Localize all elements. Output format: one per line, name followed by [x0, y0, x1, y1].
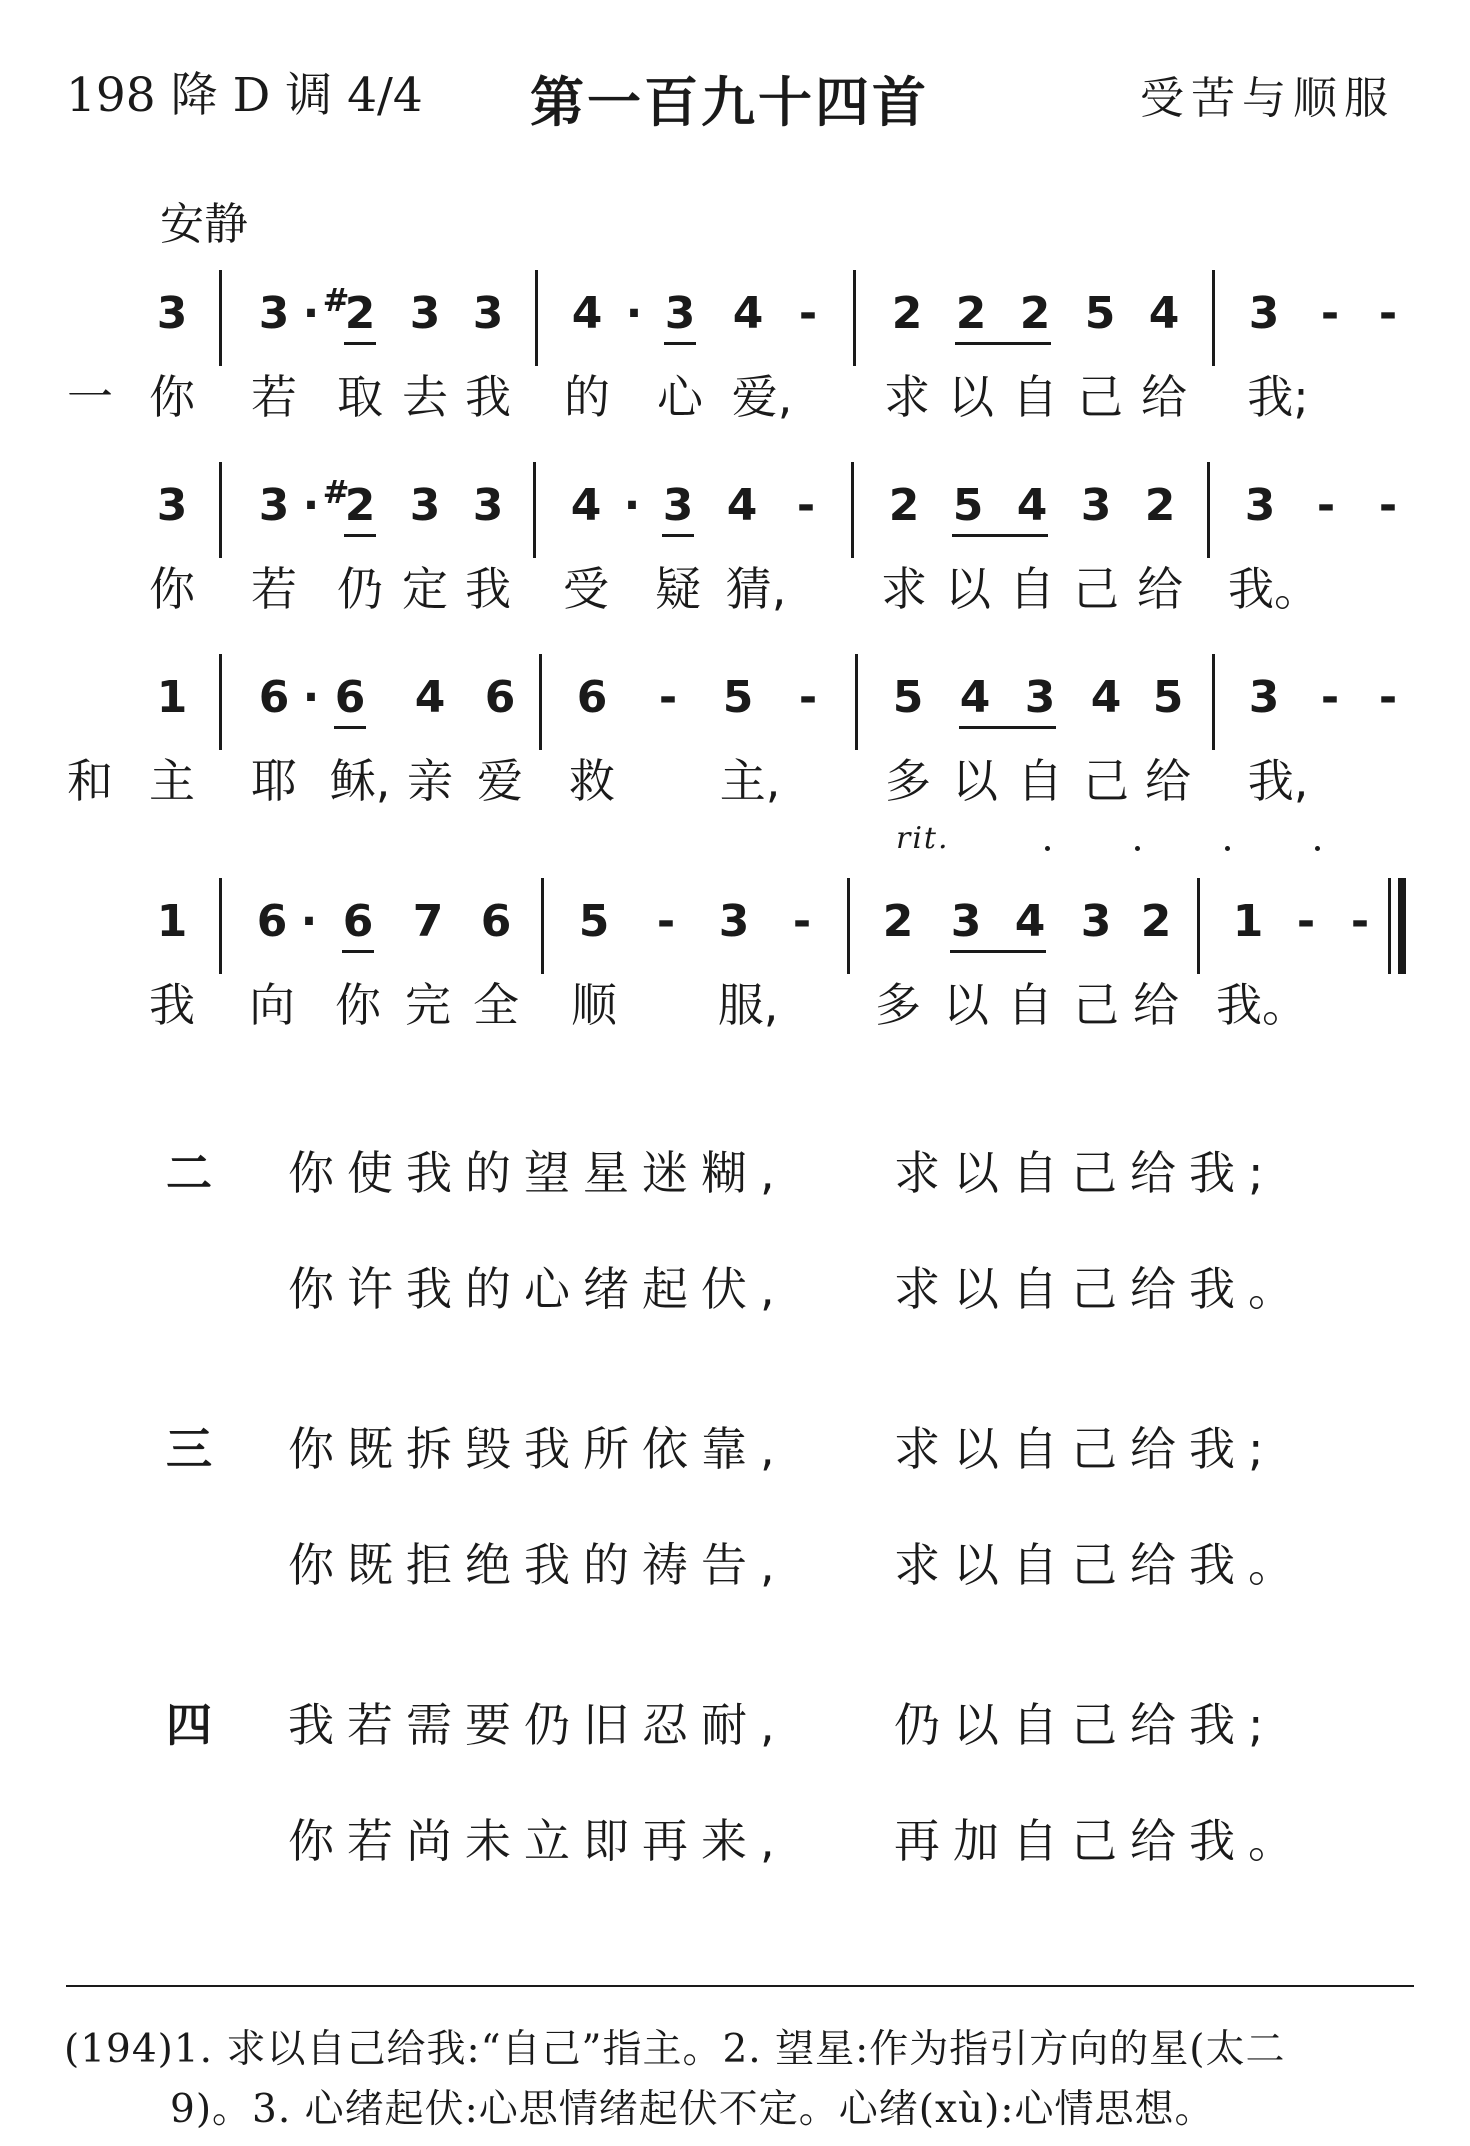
- note: 6: [480, 896, 512, 947]
- note: 1: [156, 672, 188, 723]
- score-row-1: [0, 281, 1470, 424]
- note: 6: [484, 672, 516, 723]
- lyric: 救: [569, 754, 615, 808]
- dash: -: [1378, 288, 1398, 339]
- final-barline-thin: [1388, 878, 1391, 974]
- dash: -: [1378, 672, 1398, 723]
- note: 5: [952, 480, 984, 531]
- eighth-beam: [662, 534, 694, 537]
- lyric: 给: [1141, 370, 1187, 424]
- note: 3: [409, 480, 441, 531]
- note: 2: [1144, 480, 1176, 531]
- lyric: 心: [657, 370, 703, 424]
- note: 3: [950, 896, 982, 947]
- lyric: 受: [563, 562, 609, 616]
- lyric: 我: [465, 370, 511, 424]
- verse-line: 求以自己给我;: [894, 1422, 1277, 1476]
- note: 3: [1024, 672, 1056, 723]
- note: 2: [888, 480, 920, 531]
- lyric: 你: [149, 562, 195, 616]
- note-dot: ·: [302, 480, 320, 531]
- score-row-2: [0, 473, 1470, 616]
- note: 3: [258, 288, 290, 339]
- lyric: 自: [1017, 754, 1063, 808]
- note: 6: [576, 672, 608, 723]
- note: 2: [955, 288, 987, 339]
- barline: [851, 462, 854, 558]
- note: 5: [1152, 672, 1184, 723]
- dash: -: [1296, 896, 1316, 947]
- sharp-sign: #: [322, 281, 350, 319]
- lyric: 完: [405, 978, 451, 1032]
- note-dot: ·: [625, 288, 643, 339]
- lyric: 服,: [717, 978, 779, 1032]
- lyric: 亲: [407, 754, 453, 808]
- note: 5: [722, 672, 754, 723]
- chorus-label: 和: [67, 754, 113, 808]
- lyric: 爱,: [731, 370, 793, 424]
- verse-line: 你既拒绝我的祷告,: [288, 1538, 788, 1592]
- lyric: 你: [335, 978, 381, 1032]
- lyric: 顺: [571, 978, 617, 1032]
- lyric: 我。: [1216, 978, 1308, 1032]
- note: 3: [664, 288, 696, 339]
- note: 1: [1232, 896, 1264, 947]
- hymn-number-key-meter: 198 降 D 调 4/4: [66, 68, 423, 123]
- verse-number: 二: [166, 1146, 212, 1200]
- note: 2: [891, 288, 923, 339]
- lyric: 多: [885, 754, 931, 808]
- lyric: 以: [945, 562, 991, 616]
- rit-dot: [1315, 846, 1320, 851]
- footnote-rule: [66, 1985, 1414, 1987]
- sharp-sign: #: [322, 473, 350, 511]
- note: 4: [571, 288, 603, 339]
- barline: [541, 878, 544, 974]
- lyric: 我: [465, 562, 511, 616]
- lyric: 己: [1083, 754, 1129, 808]
- barline: [219, 878, 222, 974]
- lyric: 给: [1133, 978, 1179, 1032]
- barline: [533, 462, 536, 558]
- tempo-marking: 安静: [160, 199, 248, 250]
- note: 3: [1080, 896, 1112, 947]
- note: 2: [344, 480, 376, 531]
- note: 4: [1014, 896, 1046, 947]
- verse-line: 仍以自己给我;: [894, 1698, 1277, 1752]
- barline: [539, 654, 542, 750]
- verse-number: 一: [67, 370, 113, 424]
- note: 5: [578, 896, 610, 947]
- verse-line: 求以自己给我。: [894, 1262, 1307, 1316]
- eighth-beam: [952, 534, 1048, 537]
- verse-line: 你若尚未立即再来,: [288, 1814, 788, 1868]
- note: 3: [1248, 288, 1280, 339]
- lyric: 向: [249, 978, 295, 1032]
- note: 3: [258, 480, 290, 531]
- eighth-beam: [955, 342, 1051, 345]
- note: 3: [718, 896, 750, 947]
- lyric: 我: [149, 978, 195, 1032]
- barline: [855, 654, 858, 750]
- lyric: 我。: [1228, 562, 1320, 616]
- barline: [847, 878, 850, 974]
- hymn-category: 受苦与顺服: [1140, 73, 1395, 124]
- note: 4: [414, 672, 446, 723]
- note: 3: [1080, 480, 1112, 531]
- lyric: 仍: [337, 562, 383, 616]
- dash: -: [1350, 896, 1370, 947]
- lyric: 主,: [719, 754, 781, 808]
- dash: -: [1316, 480, 1336, 531]
- note: 3: [1248, 672, 1280, 723]
- verse-line: 你许我的心绪起伏,: [288, 1262, 788, 1316]
- score-row-4: [0, 896, 1470, 1032]
- lyric: 己: [1073, 978, 1119, 1032]
- dash: -: [798, 288, 818, 339]
- lyric: 若: [251, 562, 297, 616]
- note-dot: ·: [623, 480, 641, 531]
- verse-line: 你使我的望星迷糊,: [288, 1146, 788, 1200]
- note: 3: [662, 480, 694, 531]
- lyric: 己: [1073, 562, 1119, 616]
- note: 3: [156, 288, 188, 339]
- eighth-beam: [344, 534, 376, 537]
- note: 4: [1148, 288, 1180, 339]
- lyric: 若: [251, 370, 297, 424]
- verse-line: 你既拆毁我所依靠,: [288, 1422, 788, 1476]
- note: 6: [256, 896, 288, 947]
- lyric: 疑: [655, 562, 701, 616]
- eighth-beam: [950, 950, 1046, 953]
- note: 6: [258, 672, 290, 723]
- rit-dot: [1135, 846, 1140, 851]
- note: 4: [1016, 480, 1048, 531]
- note: 4: [732, 288, 764, 339]
- verse-line: 求以自己给我。: [894, 1538, 1307, 1592]
- note: 7: [412, 896, 444, 947]
- verse-line: 求以自己给我;: [894, 1146, 1277, 1200]
- note-dot: ·: [302, 672, 320, 723]
- dash: -: [796, 480, 816, 531]
- ritardando-marking: rit.: [896, 821, 950, 856]
- eighth-beam: [334, 726, 366, 729]
- eighth-beam: [342, 950, 374, 953]
- rit-dot: [1225, 846, 1230, 851]
- barline: [853, 270, 856, 366]
- barline: [1197, 878, 1200, 974]
- verse-line: 我若需要仍旧忍耐,: [288, 1698, 788, 1752]
- barline: [535, 270, 538, 366]
- note: 3: [472, 288, 504, 339]
- dash: -: [798, 672, 818, 723]
- lyric: 去: [402, 370, 448, 424]
- dash: -: [792, 896, 812, 947]
- lyric: 自: [1012, 370, 1058, 424]
- note-dot: ·: [302, 288, 320, 339]
- dash: -: [656, 896, 676, 947]
- lyric: 稣,: [329, 754, 391, 808]
- final-barline-thick: [1398, 878, 1406, 974]
- eighth-beam: [959, 726, 1056, 729]
- lyric: 主: [149, 754, 195, 808]
- lyric: 自: [1009, 562, 1055, 616]
- lyric: 己: [1077, 370, 1123, 424]
- verse-number: 四: [166, 1698, 212, 1752]
- note: 5: [1084, 288, 1116, 339]
- note: 2: [882, 896, 914, 947]
- barline: [1212, 270, 1215, 366]
- barline: [219, 654, 222, 750]
- lyric: 求: [881, 562, 927, 616]
- verse-number: 三: [166, 1422, 212, 1476]
- lyric: 取: [337, 370, 383, 424]
- dash: -: [1320, 672, 1340, 723]
- lyric: 给: [1145, 754, 1191, 808]
- note: 3: [472, 480, 504, 531]
- note: 4: [1090, 672, 1122, 723]
- dash: -: [658, 672, 678, 723]
- lyric: 自: [1007, 978, 1053, 1032]
- eighth-beam: [344, 342, 376, 345]
- note: 3: [156, 480, 188, 531]
- footnote-line-1: (194)1. 求以自己给我:“自己”指主。2. 望星:作为指引方向的星(太二: [64, 2027, 1286, 2072]
- eighth-beam: [664, 342, 696, 345]
- footnote-line-2: 9)。3. 心绪起伏:心思情绪起伏不定。心绪(xù):心情思想。: [170, 2087, 1215, 2132]
- note: 5: [892, 672, 924, 723]
- note: 1: [156, 896, 188, 947]
- lyric: 定: [402, 562, 448, 616]
- lyric: 的: [564, 370, 610, 424]
- lyric: 以: [952, 754, 998, 808]
- note: 4: [726, 480, 758, 531]
- lyric: 猜,: [725, 562, 787, 616]
- note: 2: [344, 288, 376, 339]
- lyric: 给: [1137, 562, 1183, 616]
- lyric: 多: [875, 978, 921, 1032]
- note: 6: [342, 896, 374, 947]
- score-row-3: [0, 672, 1470, 808]
- note: 3: [409, 288, 441, 339]
- lyric: 爱: [477, 754, 523, 808]
- dash: -: [1378, 480, 1398, 531]
- note: 2: [1019, 288, 1051, 339]
- barline: [219, 462, 222, 558]
- dash: -: [1320, 288, 1340, 339]
- barline: [219, 270, 222, 366]
- lyric: 求: [884, 370, 930, 424]
- barline: [1212, 654, 1215, 750]
- note: 6: [334, 672, 366, 723]
- note-dot: ·: [300, 896, 318, 947]
- verse-line: 再加自己给我。: [894, 1814, 1307, 1868]
- lyric: 你: [149, 370, 195, 424]
- lyric: 我,: [1247, 754, 1309, 808]
- note: 4: [570, 480, 602, 531]
- note: 4: [959, 672, 991, 723]
- hymn-title: 第一百九十四首: [530, 71, 929, 134]
- lyric: 耶: [251, 754, 297, 808]
- lyric: 以: [943, 978, 989, 1032]
- barline: [1207, 462, 1210, 558]
- rit-dot: [1045, 846, 1050, 851]
- lyric: 以: [948, 370, 994, 424]
- lyric: 我;: [1247, 370, 1309, 424]
- note: 3: [1244, 480, 1276, 531]
- lyric: 全: [473, 978, 519, 1032]
- note: 2: [1140, 896, 1172, 947]
